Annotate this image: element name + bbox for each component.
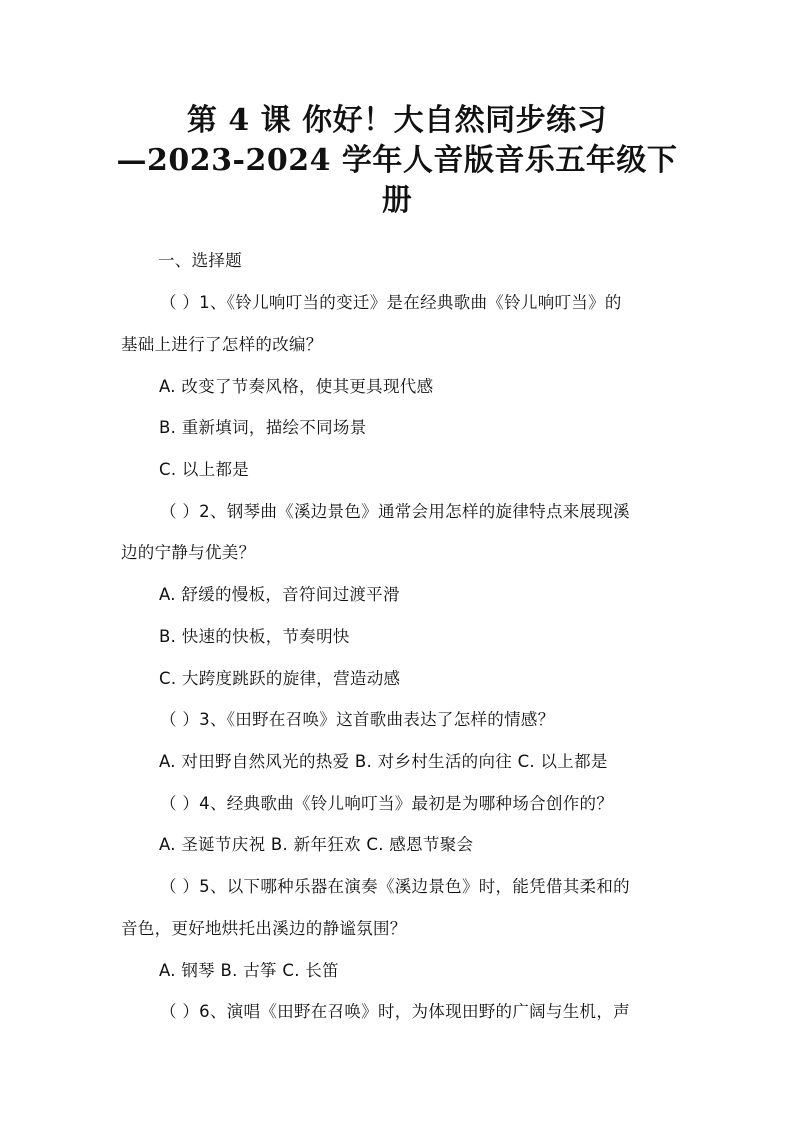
question-2-option-a: A. 舒缓的慢板，音符间过渡平滑 bbox=[159, 585, 400, 604]
question-5-options: A. 钢琴 B. 古筝 C. 长笛 bbox=[159, 961, 339, 980]
question-3-text: （ ）3、《田野在召唤》这首歌曲表达了怎样的情感？ bbox=[160, 710, 555, 729]
question-4-text: （ ）4、经典歌曲《铃儿响叮当》最初是为哪种场合创作的？ bbox=[160, 794, 614, 813]
question-1-text: （ ）1、《铃儿响叮当的变迁》是在经典歌曲《铃儿响叮当》的 bbox=[160, 293, 622, 312]
question-2-option-b: B. 快速的快板，节奏明快 bbox=[159, 627, 350, 646]
question-1-text-cont: 基础上进行了怎样的改编？ bbox=[121, 335, 323, 354]
page-title-line-1: 第 4 课 你好！大自然同步练习 bbox=[186, 103, 608, 138]
question-4-options: A. 圣诞节庆祝 B. 新年狂欢 C. 感恩节聚会 bbox=[159, 835, 474, 854]
question-1-option-c: C. 以上都是 bbox=[159, 460, 250, 479]
question-5-text: （ ）5、以下哪种乐器在演奏《溪边景色》时，能凭借其柔和的 bbox=[160, 877, 630, 896]
question-2-text-cont: 边的宁静与优美？ bbox=[121, 543, 256, 562]
page-title-line-2: —2023-2024 学年人音版音乐五年级下 bbox=[116, 143, 678, 178]
question-1-option-b: B. 重新填词，描绘不同场景 bbox=[159, 418, 367, 437]
question-5-text-cont: 音色，更好地烘托出溪边的静谧氛围？ bbox=[121, 919, 407, 938]
question-1-option-a: A. 改变了节奏风格，使其更具现代感 bbox=[159, 377, 434, 396]
question-2-text: （ ）2、钢琴曲《溪边景色》通常会用怎样的旋律特点来展现溪 bbox=[160, 502, 630, 521]
section-heading: 一、选择题 bbox=[158, 251, 242, 270]
question-6-text: （ ）6、演唱《田野在召唤》时，为体现田野的广阔与生机，声 bbox=[160, 1002, 630, 1021]
question-2-option-c: C. 大跨度跳跃的旋律，营造动感 bbox=[159, 669, 401, 688]
question-3-options: A. 对田野自然风光的热爱 B. 对乡村生活的向往 C. 以上都是 bbox=[159, 752, 608, 771]
page-title-line-3: 册 bbox=[381, 183, 413, 218]
